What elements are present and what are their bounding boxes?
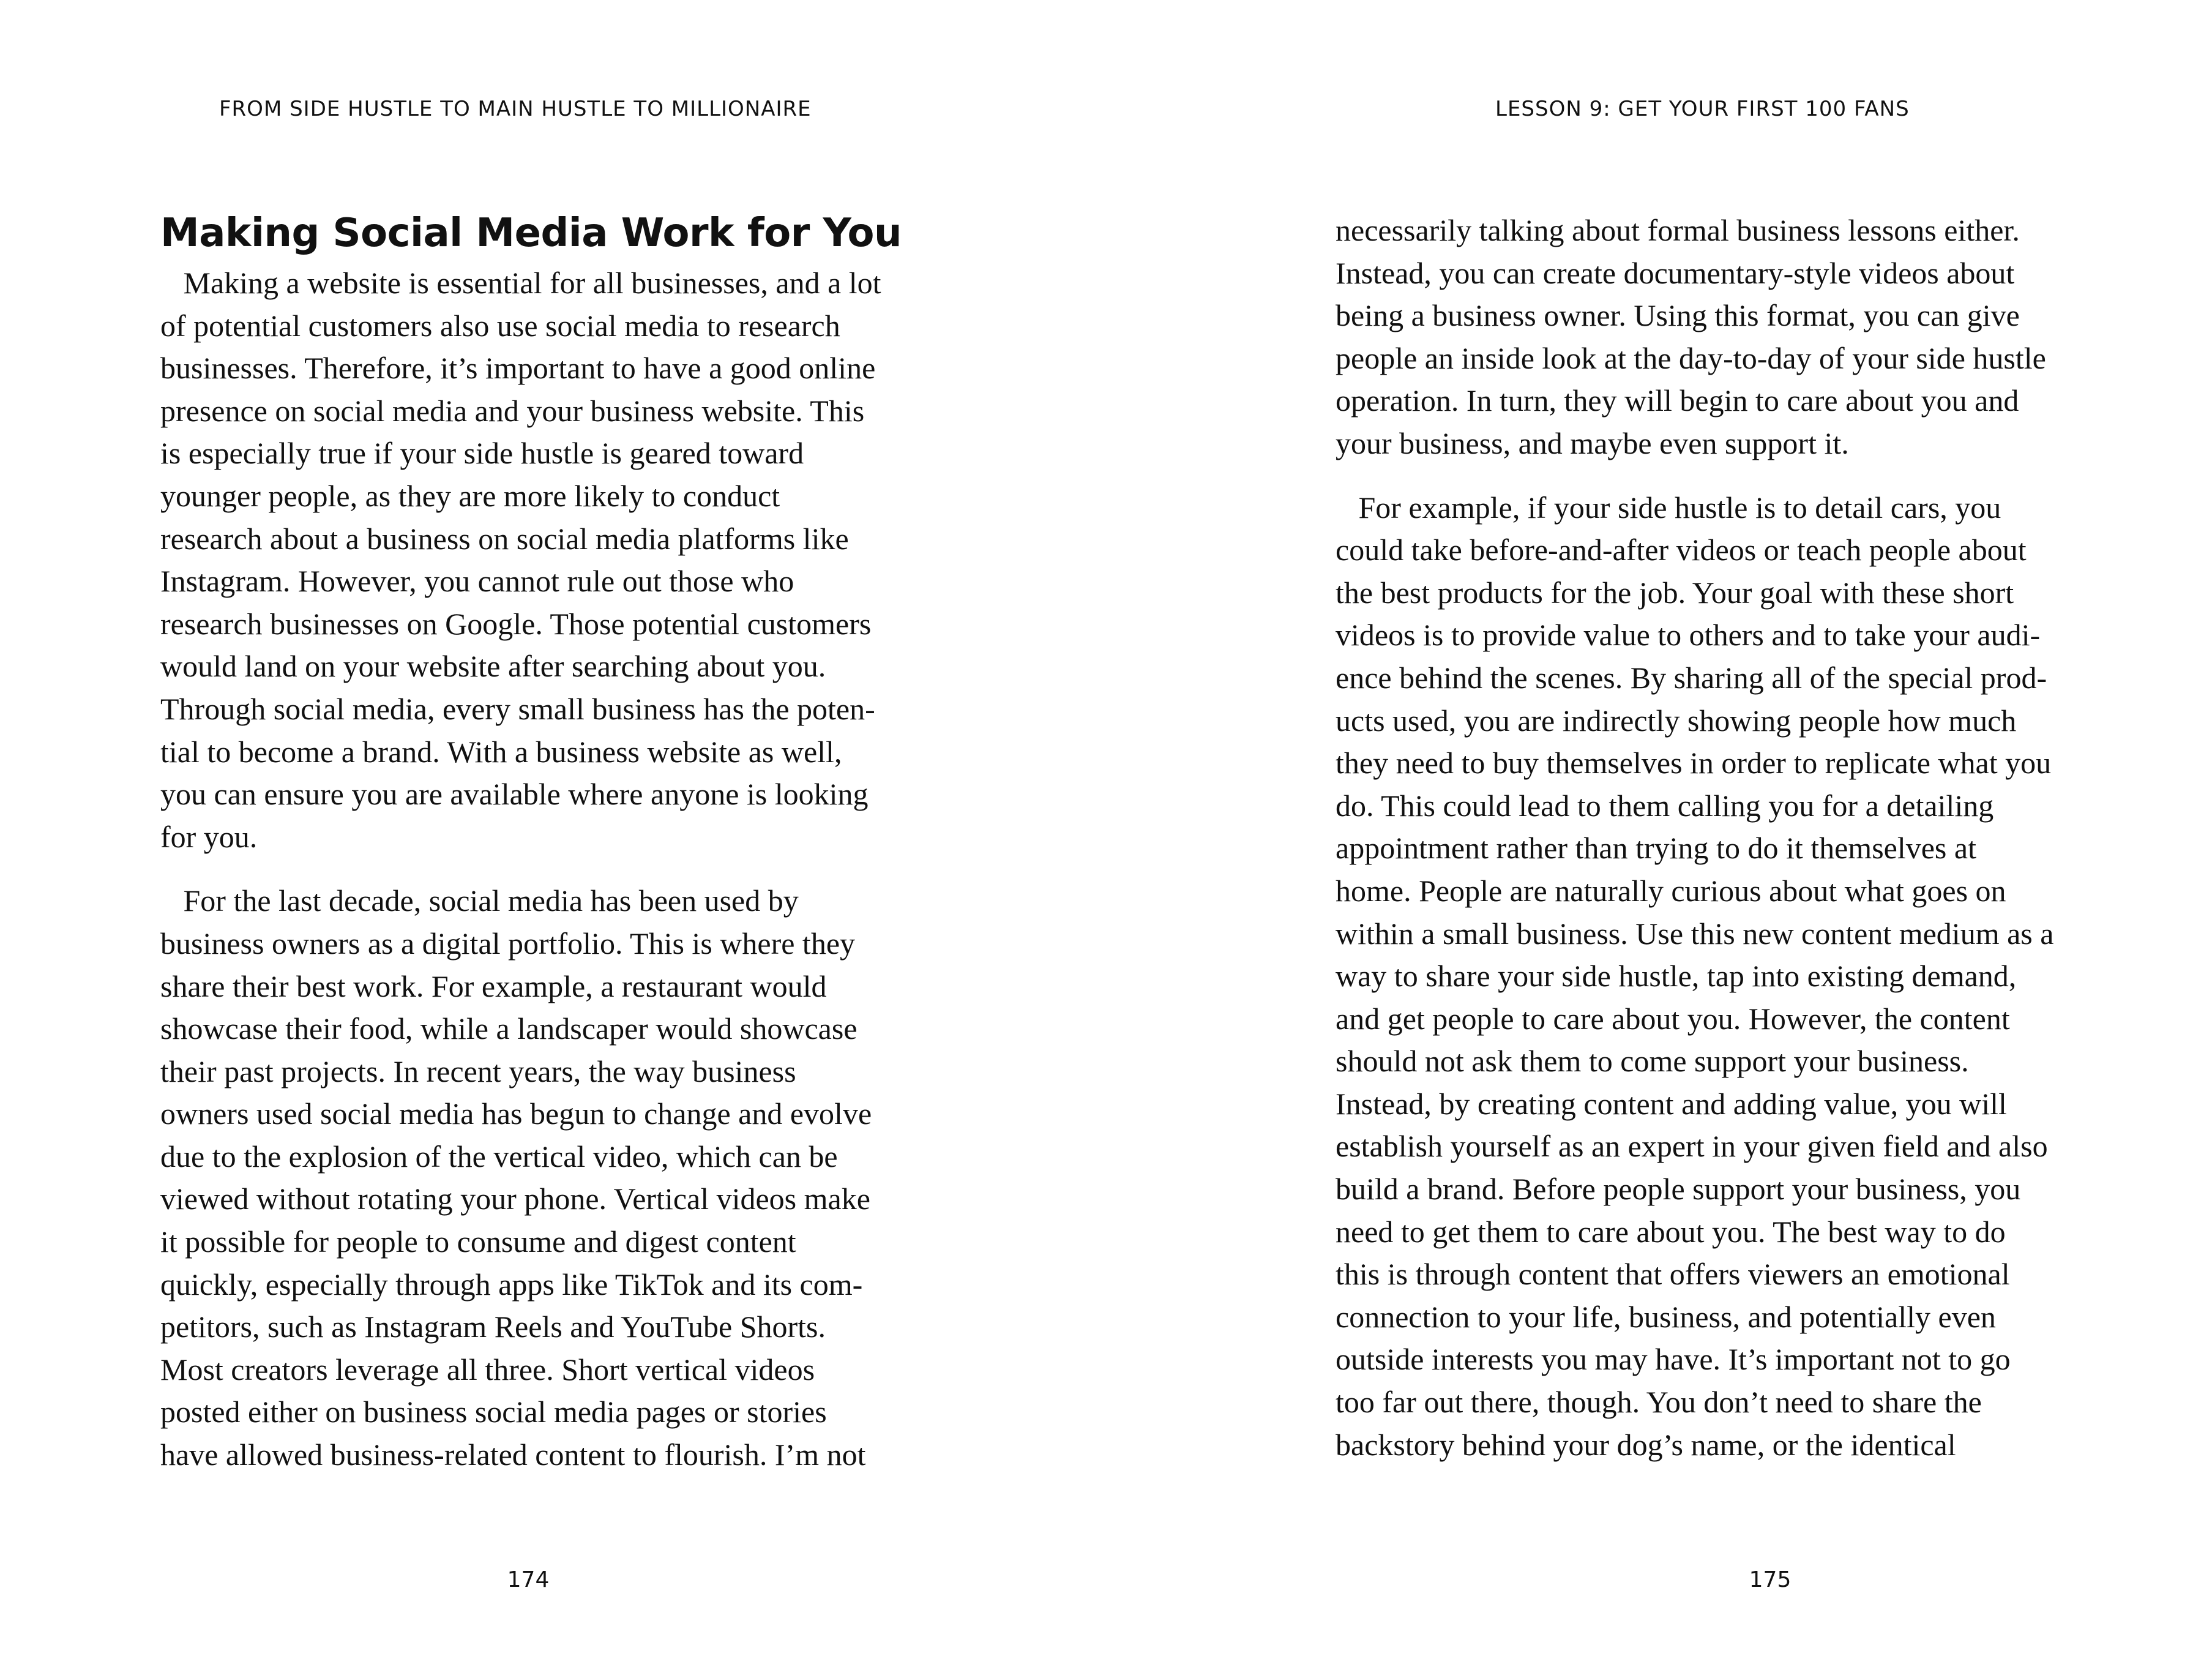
text-line: people an inside look at the day-to-day of your side hustle <box>1336 340 2046 375</box>
text-line: ence behind the scenes. By sharing all of the special prod- <box>1336 660 2047 695</box>
right-page-body <box>1336 209 2131 1466</box>
text-line: it possible for people to consume and digest content <box>160 1224 796 1259</box>
text-line: this is through content that offers viewers an emotional <box>1336 1257 2010 1292</box>
text-line: younger people, as they are more likely to conduct <box>160 478 780 513</box>
text-line: Through social media, every small business has the poten- <box>160 691 875 726</box>
text-line: home. People are naturally curious about what goes on <box>1336 873 2006 908</box>
text-line: ucts used, you are indirectly showing people how much <box>1336 703 2017 738</box>
text-line: Making a website is essential for all businesses, and a lot <box>160 266 881 300</box>
text-line: the best products for the job. Your goal with these short <box>1336 575 2014 610</box>
text-line: backstory behind your dog’s name, or the identical <box>1336 1427 1956 1462</box>
text-line: have allowed business-related content to flourish. I’m not <box>160 1437 866 1472</box>
text-line: you can ensure you are available where anyone is looking <box>160 777 869 812</box>
left-page-body <box>160 262 932 1477</box>
text-line: of potential customers also use social media to research <box>160 308 840 343</box>
text-line: way to share your side hustle, tap into existing demand, <box>1336 959 2017 994</box>
running-head-left: FROM SIDE HUSTLE TO MAIN HUSTLE TO MILLIONAIRE <box>219 97 812 121</box>
text-line: research businesses on Google. Those potential customers <box>160 606 872 641</box>
right-page <box>1106 0 2212 1656</box>
text-line: they need to buy themselves in order to replicate what you <box>1336 746 2052 781</box>
text-line: petitors, such as Instagram Reels and YouTube Shorts. <box>160 1309 826 1344</box>
text-line: viewed without rotating your phone. Vertical videos make <box>160 1182 870 1216</box>
text-line: tial to become a brand. With a business website as well, <box>160 734 842 769</box>
text-line: For example, if your side hustle is to detail cars, you <box>1336 490 2001 525</box>
text-line: appointment rather than trying to do it themselves at <box>1336 831 1976 866</box>
text-line: business owners as a digital portfolio. This is where they <box>160 926 856 961</box>
text-line: being a business owner. Using this format, you can give <box>1336 298 2020 333</box>
text-line: too far out there, though. You don’t need to share the <box>1336 1385 1982 1420</box>
text-line: videos is to provide value to others and to take your audi- <box>1336 618 2041 653</box>
paragraph-gap <box>160 858 932 880</box>
text-line: due to the explosion of the vertical video, which can be <box>160 1139 838 1174</box>
text-line: necessarily talking about formal business lessons either. <box>1336 213 2020 247</box>
text-line: could take before-and-after videos or teach people about <box>1336 533 2027 568</box>
text-line: connection to your life, business, and potentially even <box>1336 1299 1996 1334</box>
paragraph <box>1336 487 2131 1467</box>
text-line: owners used social media has begun to change and evolve <box>160 1096 872 1131</box>
text-line: for you. <box>160 819 258 854</box>
paragraph <box>1336 209 2131 465</box>
paragraph <box>160 880 932 1476</box>
text-line: businesses. Therefore, it’s important to have a good online <box>160 351 876 386</box>
page-number-left: 174 <box>507 1567 550 1592</box>
text-line: outside interests you may have. It’s important not to go <box>1336 1342 2011 1377</box>
text-line: Instead, you can create documentary-style videos about <box>1336 255 2015 290</box>
text-line: Instagram. However, you cannot rule out those who <box>160 564 794 599</box>
text-line: your business, and maybe even support it. <box>1336 425 1849 460</box>
text-line: do. This could lead to them calling you for a detailing <box>1336 788 1994 823</box>
text-line: Most creators leverage all three. Short vertical videos <box>160 1352 815 1387</box>
text-line: For the last decade, social media has been used by <box>160 883 799 918</box>
text-line: build a brand. Before people support your business, you <box>1336 1172 2021 1207</box>
page-number-right: 175 <box>1749 1567 1792 1592</box>
text-line: establish yourself as an expert in your given field and also <box>1336 1129 2048 1164</box>
running-head-right: LESSON 9: GET YOUR FIRST 100 FANS <box>1495 97 1910 121</box>
text-line: should not ask them to come support your business. <box>1336 1044 1969 1079</box>
text-line: quickly, especially through apps like TikTok and its com- <box>160 1267 863 1302</box>
text-line: need to get them to care about you. The best way to do <box>1336 1214 2006 1249</box>
text-line: within a small business. Use this new content medium as a <box>1336 916 2054 951</box>
text-line: research about a business on social media platforms like <box>160 521 849 556</box>
text-line: presence on social media and your business website. This <box>160 393 865 428</box>
text-line: their past projects. In recent years, the way business <box>160 1054 796 1088</box>
paragraph <box>160 262 932 858</box>
text-line: posted either on business social media pages or stories <box>160 1395 827 1429</box>
paragraph-gap <box>1336 465 2131 487</box>
text-line: would land on your website after searching about you. <box>160 649 826 684</box>
text-line: Instead, by creating content and adding value, you will <box>1336 1086 2007 1121</box>
section-heading: Making Social Media Work for You <box>160 211 902 256</box>
text-line: showcase their food, while a landscaper would showcase <box>160 1011 858 1046</box>
text-line: and get people to care about you. However, the content <box>1336 1001 2010 1036</box>
text-line: operation. In turn, they will begin to care about you and <box>1336 383 2019 418</box>
text-line: is especially true if your side hustle is geared toward <box>160 436 804 471</box>
text-line: share their best work. For example, a restaurant would <box>160 968 827 1003</box>
